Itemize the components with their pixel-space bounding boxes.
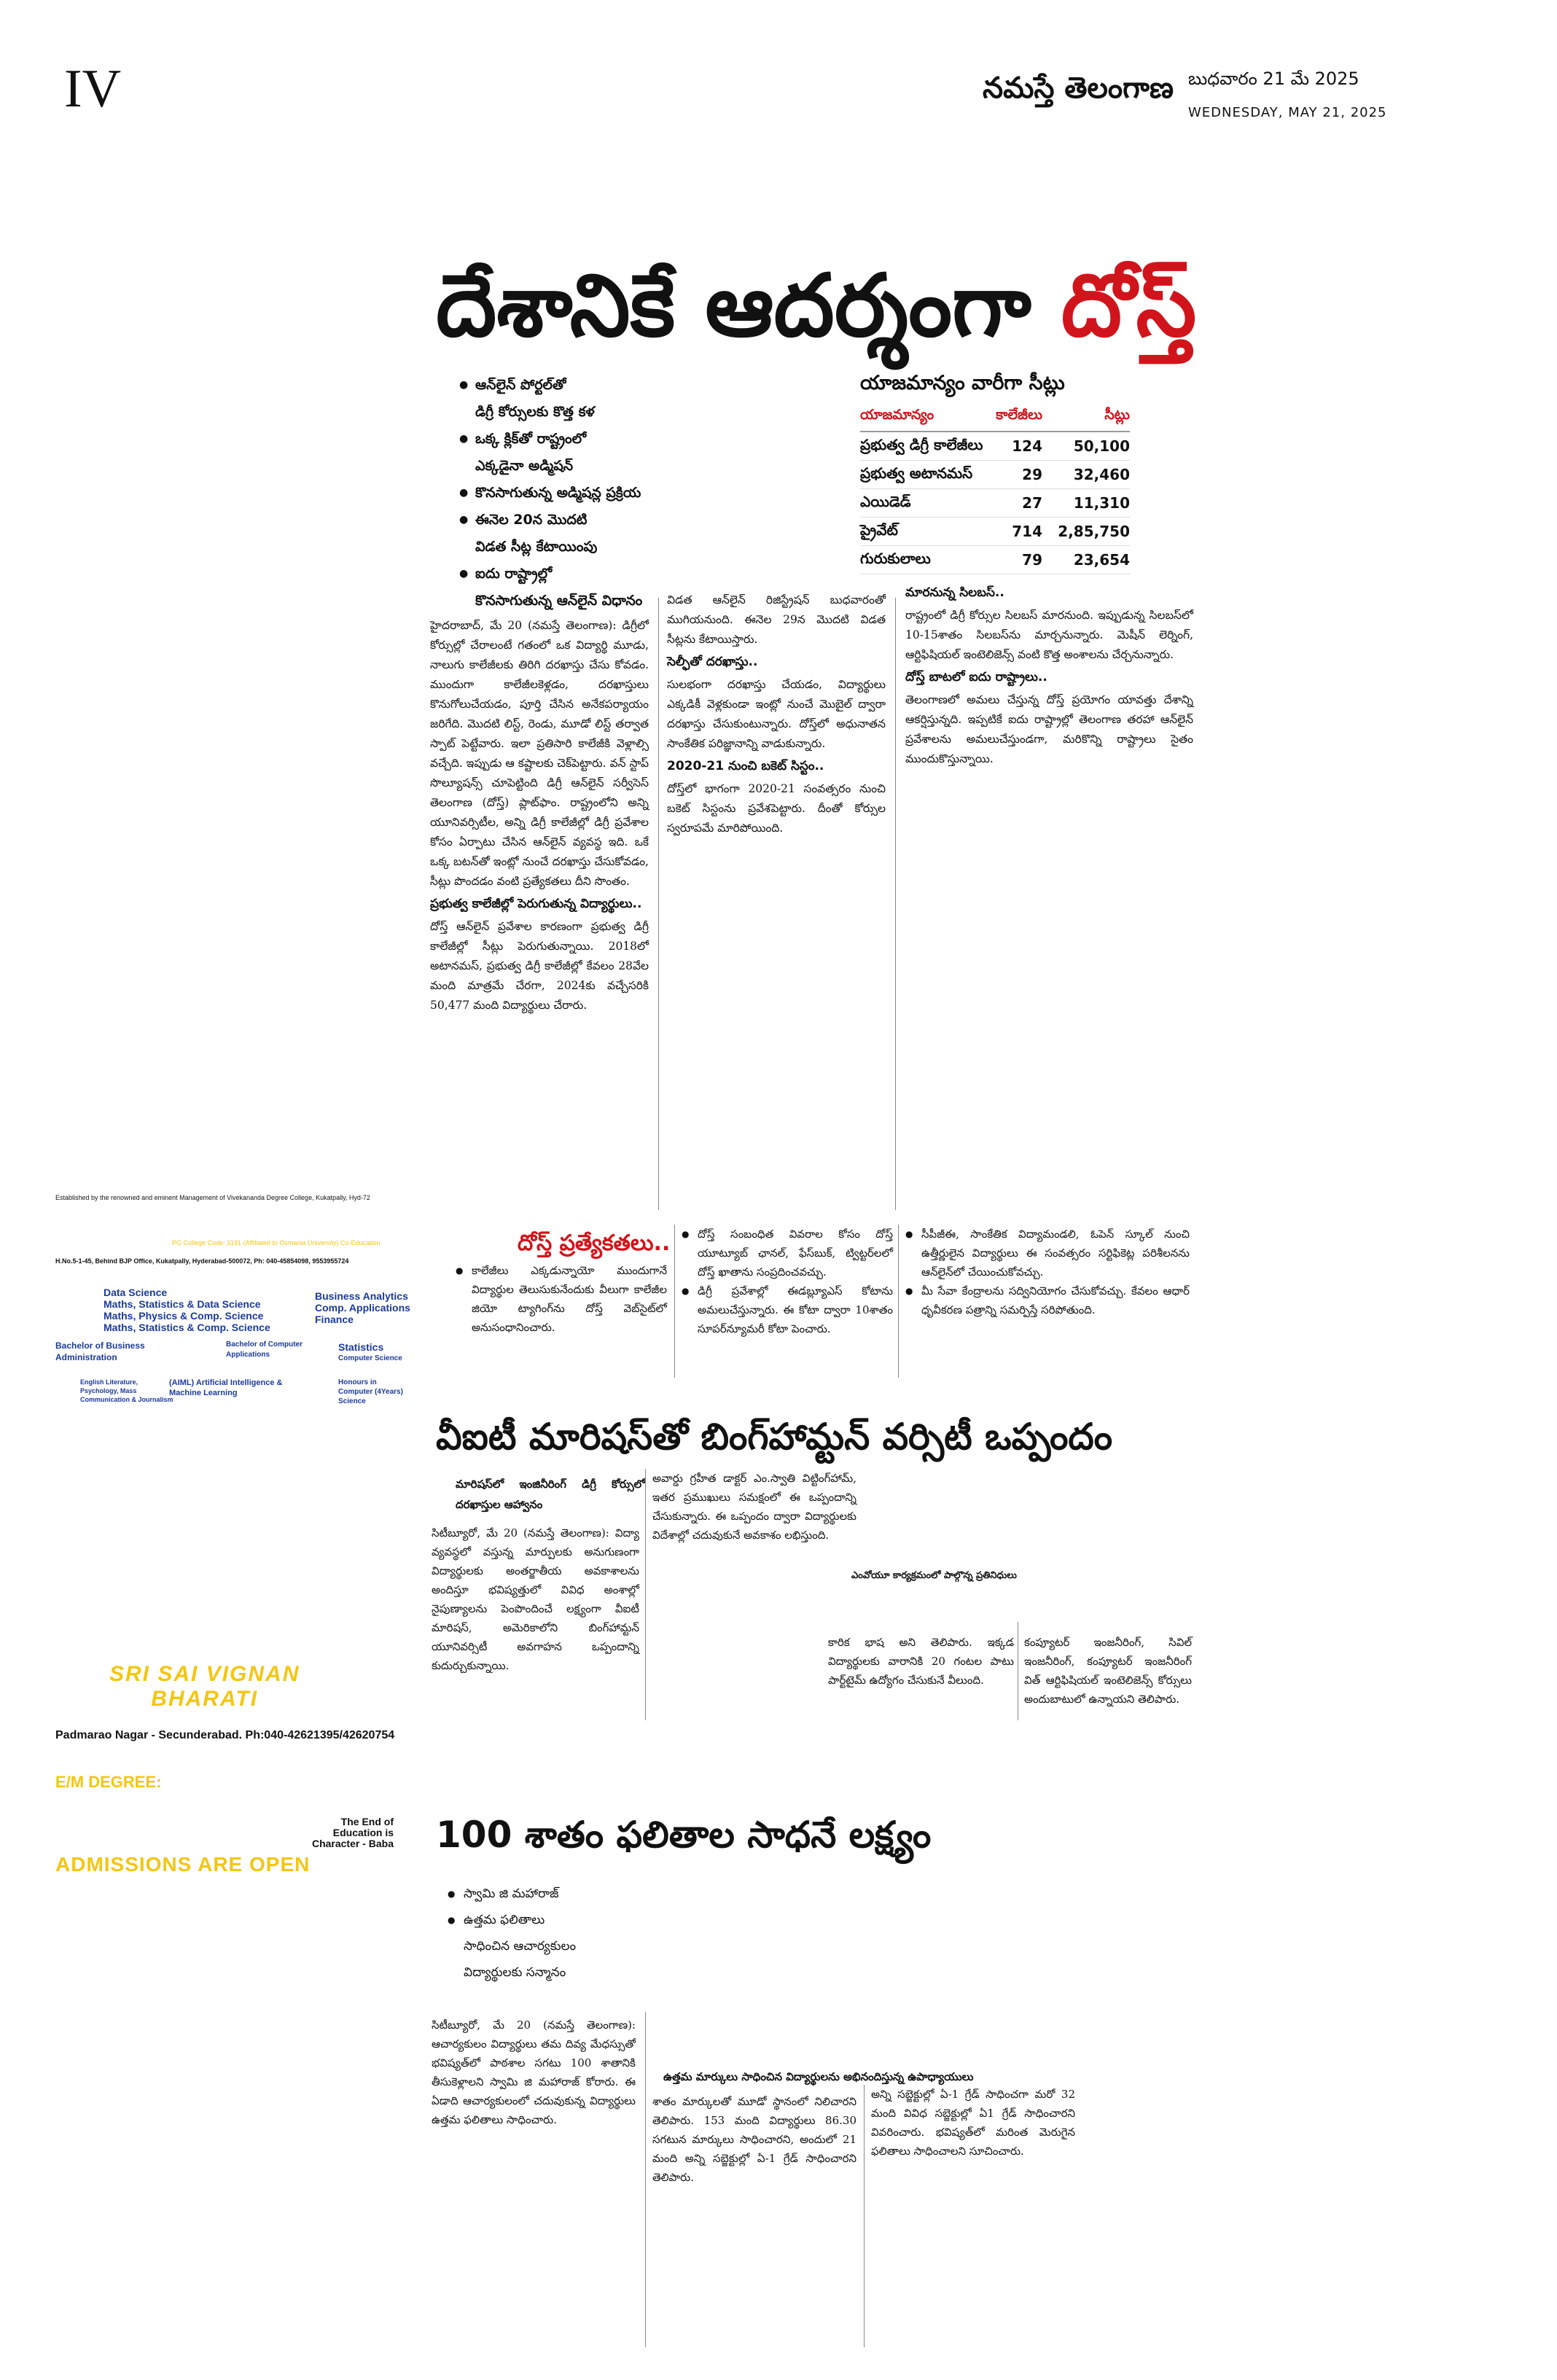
- table-header-cell: యాజమాన్యం: [860, 407, 934, 423]
- main-column-1: [430, 616, 649, 1018]
- table-cell: ప్రభుత్వ అటానమస్: [860, 464, 973, 482]
- table-cell: ప్రైవేట్: [860, 520, 898, 539]
- story3-bullets: [448, 1881, 666, 1986]
- course-item: Maths, Statistics & Comp. Science: [104, 1322, 270, 1333]
- course-item: Data Science: [104, 1287, 168, 1298]
- feature-item: ● మీ సేవా కేంద్రాలను సద్వినియోగం చేసుకోవచ్చు. కేవలం ఆధార్ ధృవీకరణ పత్రాన్ని సమర్పిస్తే సరిపోతుంది.: [905, 1281, 1190, 1319]
- feature-item: ● సీపీజీఈ, సాంకేతిక విద్యామండలి, ఓపెన్ స్కూల్ నుంచి ఉత్తీర్ణులైన విద్యార్థులు ఈ సంవత్సరం సర్టిఫికెట్ల పరిశీలనను ఆన్‌లైన్‌లో చేయించుకోవచ్చు.: [905, 1225, 1190, 1281]
- bullet-item: ● ఐదు రాష్ట్రాల్లో: [459, 561, 867, 588]
- bullet-item: కొనసాగుతున్న ఆన్‌లైన్ విధానం: [475, 593, 643, 609]
- article-text: హైదరాబాద్, మే 20 (నమస్తే తెలంగాణ): డిగ్రీలో కోర్సుల్లో చేరాలంటే గతంలో ఒక విద్యార్థి మూడు, నాలుగు కాలేజీలకు తిరిగి దరఖాస్తు చేసు కోవడం. ముందుగా కాలేజీలకెళ్లడం, దరఖాస్తులు కొనుగోలుచేయడం, పూర్తి చేసిన అనేకపర్యాయం జరిగేది. మొదటి లిస్ట్, రెండు, మూడో లిస్ట్ తర్వాత స్పాట్ పెట్టేవారు. ఇలా ప్రతిసారి కాలేజీకి వెళ్లాల్సి వచ్చేది. ఇప్పుడు ఆ కష్టాలకు చెక్‌పెట్టారు. వన్ స్టాప్ సొల్యూషన్స్ చూపెట్టింది డిగ్రీ ఆన్‌లైన్ సర్వీసెస్ తెలంగాణ (దోస్త్) ప్లాట్‌ఫాం. రాష్ట్రంలోని అన్ని యూనివర్సిటీల, అన్ని డిగ్రీ కాలేజీల్లో డిగ్రీ ప్రవేశాల కోసం ఏర్పాటు చేసిన ఆన్‌లైన్ వ్యవస్థ ఇది. ఒకే ఒక్క బటన్‌తో ఇంట్లో నుంచే దరఖాస్తు చేసుకోవడం, సీట్లు పొందడం వంటి ప్రత్యేకతలు దీని సొంతం.: [430, 619, 649, 888]
- masthead: నమస్తే తెలంగాణ: [983, 71, 1174, 105]
- ad1-stats-sub: Computer Science: [338, 1354, 402, 1362]
- table-row: [860, 461, 1130, 489]
- table-row: [860, 518, 1130, 546]
- bullet-item: ● ఈనెల 20న మొదటి: [459, 507, 867, 534]
- story2-col-3: కారిక భాష అని తెలిపారు. ఇక్కడ విద్యార్థులకు వారానికి 20 గంటల పాటు పార్ట్‌టైమ్ ఉద్యోగం చేసుకునే వీలుంది.: [828, 1636, 1014, 1687]
- table-cell: 29: [1022, 466, 1042, 483]
- article-subhead: దోస్త్ బాటలో ఐదు రాష్ట్రాలు..: [905, 670, 1047, 684]
- course-item: Business Analytics: [315, 1290, 408, 1302]
- ad1-ba: English Literature, Psychology, Mass Communication & Journalism: [80, 1378, 173, 1403]
- ad2-name: [109, 1662, 300, 1712]
- bullet-item: డిగ్రీ కోర్సులకు కొత్త కళ: [475, 404, 595, 420]
- article-text: సులభంగా దరఖాస్తు చేయడం, విద్యార్థులు ఎక్కడికీ వెళ్లకుండా ఇంట్లో నుంచే మొబైల్ ద్వారా దరఖాస్తు చేసుకుంటున్నారు. దోస్త్‌లో అధునాతన సాంకేతిక పరిజ్ఞానాన్ని వాడుకున్నారు.: [667, 678, 886, 750]
- ad1-college-code: PG College Code: 3191 (Affiliated to Osmania University) Co-Education: [172, 1239, 381, 1246]
- table-row: [860, 432, 1130, 461]
- seats-table: [860, 372, 1130, 574]
- table-cell: 714: [1012, 523, 1042, 540]
- story3-photo-caption: ఉత్తమ మార్కులు సాధించిన విద్యార్థులను అభినందిస్తున్న ఉపాధ్యాయులు: [663, 2070, 974, 2083]
- table-cell: గురుకులాలు: [860, 549, 931, 567]
- story2-photo-caption: ఎంవోయూ కార్యక్రమంలో పాల్గొన్న ప్రతినిధులు: [851, 1570, 1017, 1581]
- main-headline: [436, 255, 1196, 377]
- article-text: విడత ఆన్‌లైన్ రిజిస్ట్రేషన్ బుధవారంతో ముగియనుంది. ఈనెల 29న మొదటి విడత సీట్లను కేటాయిస్తారు.: [667, 593, 886, 646]
- ad2-name-line2: BHARATI: [151, 1687, 259, 1711]
- course-item: Finance: [315, 1314, 354, 1325]
- story2-col-2: అవార్డు గ్రహీత డాక్టర్ ఎం.స్వాతి విట్టింగ్‌హామ్, ఇతర ప్రముఖులు సమక్షంలో ఈ ఒప్పందాన్ని చేసుకున్నారు. ఈ ఒప్పందం ద్వారా విద్యార్థులకు విదేశాల్లో చదువుకునే అవకాశం లభిస్తుంది.: [652, 1472, 856, 1542]
- main-column-3: [905, 583, 1193, 772]
- ad1-courses-left: [104, 1287, 270, 1333]
- table-header: [860, 407, 1130, 432]
- bullet-item: ఎక్కడైనా అడ్మిషన్: [475, 458, 574, 474]
- highlight-bullets: [459, 372, 867, 614]
- ad1-bba: Bachelor of Business Administration: [55, 1341, 145, 1362]
- table-header-cell: కాలేజీలు: [996, 407, 1042, 423]
- course-item: Comp. Applications: [315, 1302, 410, 1314]
- ad2-address: Padmarao Nagar - Secunderabad. Ph:040-42621395/42620754: [55, 1729, 395, 1741]
- bullet-item: విడత సీట్ల కేటాయింపు: [475, 539, 598, 555]
- ad1-bca: Bachelor of Computer Applications: [226, 1341, 303, 1359]
- features-col-2: [682, 1225, 893, 1338]
- headline-black: దేశానికే ఆదర్శంగా: [436, 255, 1031, 356]
- table-row: [860, 489, 1130, 518]
- article-text: రాష్ట్రంలో డిగ్రీ కోర్సుల సిలబస్ మారనుంది. ఇప్పుడున్న సిలబస్‌లో 10-15శాతం సిలబస్‌ను మార్చనున్నారు. మెషీన్ లెర్నింగ్, ఆర్టిఫిషియల్ ఇంటెలిజెన్స్ వంటి కొత్త అంశాలను చేర్చనున్నారు.: [905, 609, 1193, 661]
- story2-subhead: మారిషస్‌లో ఇంజినీరింగ్ డిగ్రీ కోర్సులో దరఖాస్తుల ఆహ్వానం: [456, 1478, 645, 1511]
- table-cell: 11,310: [1073, 494, 1130, 512]
- ad2-degree: E/M DEGREE:: [55, 1773, 162, 1791]
- table-cell: ఎయిడెడ్: [860, 492, 911, 510]
- article-subhead: ప్రభుత్వ కాలేజీల్లో పెరుగుతున్న విద్యార్థులు..: [430, 897, 642, 911]
- date-telugu: బుధవారం 21 మే 2025: [1188, 69, 1359, 89]
- ad2-quote: The End of Education is Character - Baba: [311, 1816, 394, 1849]
- story3-col-2: శాతం మార్కులతో మూడో స్థానంలో నిలిచారని తెలిపారు. 153 మంది విద్యార్థులు 86.30 సగటున మార్కులు సాధించారని, అందులో 21 మంది అన్ని సబ్జెక్టుల్లో ఏ-1 గ్రేడ్ సాధించారని తెలిపారు.: [652, 2095, 856, 2184]
- story3-headline: 100 శాతం ఫలితాల సాధనే లక్ష్యం: [436, 1814, 932, 1856]
- features-title: దోస్త్ ప్రత్యేకతలు..: [518, 1230, 671, 1256]
- table-title: యాజమాన్యం వారీగా సీట్లు: [860, 372, 1065, 394]
- article-text: తెలంగాణలో అమలు చేస్తున్న దోస్త్ ప్రయోగం యావత్తు దేశాన్ని ఆకర్షిస్తున్నది. ఇప్పటికే ఐదు రాష్ట్రాల్లో తెలంగాణ తరహా ఆన్‌లైన్ ప్రవేశాలను అమలుచేస్తుండగా, మరికొన్ని రాష్ట్రాలు సైతం ముందుకొస్తున్నాయి.: [905, 693, 1193, 765]
- feature-item: ● దోస్త్ సంబంధిత వివరాల కోసం దోస్త్ యూట్యూబ్ ఛానల్, ఫేస్‌బుక్, ట్విట్టర్‌లలో దోస్త్ ఖాతాను సంప్రదించవచ్చు.: [682, 1225, 893, 1281]
- bullet-item: ● ఉత్తమ ఫలితాలు: [448, 1907, 666, 1933]
- table-cell: 23,654: [1073, 551, 1130, 569]
- ad1-stats: Statistics: [338, 1341, 384, 1353]
- table-header-cell: సీట్లు: [1104, 407, 1130, 423]
- ad2-admissions: ADMISSIONS ARE OPEN: [55, 1853, 311, 1876]
- bullet-item: ● కొనసాగుతున్న అడ్మిషన్ల ప్రక్రియ: [459, 480, 867, 507]
- article-text: దోస్త్‌లో భాగంగా 2020-21 సంవత్సరం నుంచి బకెట్ సిస్టంను ప్రవేశపెట్టారు. దీంతో కోర్సుల స్వరూపమే మారిపోయింది.: [667, 782, 886, 835]
- headline-red: దోస్త్: [1061, 255, 1197, 356]
- article-subhead: 2020-21 నుంచి బకెట్ సిస్టం..: [667, 759, 824, 773]
- bullet-item: సాధించిన ఆచార్యకులం: [464, 1939, 577, 1954]
- page-number: IV: [64, 59, 122, 119]
- table-cell: 27: [1022, 494, 1042, 512]
- table-cell: 32,460: [1073, 466, 1130, 483]
- ad2-name-line1: SRI SAI VIGNAN: [109, 1662, 300, 1686]
- table-cell: 124: [1012, 437, 1042, 455]
- bullet-item: ● ఒక్క క్లిక్‌తో రాష్ట్రంలో: [459, 426, 867, 453]
- story2-col-1: సిటీబ్యూరో, మే 20 (నమస్తే తెలంగాణ): విద్యా వ్యవస్థలో వస్తున్న మార్పులకు అనుగుణంగా విద్యార్థులకు అంతర్జాతీయ అవకాశాలను అందిస్తూ భవిష్యత్తులో వివిధ అంశాల్లో నైపుణ్యాలను పెంపొందించే లక్ష్యంగా వీఐటీ మారిషస్, అమెరికాలోని బింగ్‌హామ్టన్ యూనివర్సిటీ అవగాహన ఒప్పందాన్ని కుదుర్చుకున్నాయి.: [432, 1526, 639, 1672]
- story2-col-4: కంప్యూటర్ ఇంజనీరింగ్, సివిల్ ఇంజనీరింగ్, కంప్యూటర్ ఇంజనీరింగ్ విత్ ఆర్టిఫిషియల్ ఇంటెలిజెన్స్ కోర్సులు అందుబాటులో ఉన్నాయని తెలిపారు.: [1024, 1636, 1192, 1706]
- story3-col-3: అన్ని సబ్జెక్టుల్లో ఏ-1 గ్రేడ్ సాధించగా మరో 32 మంది వివిధ సబ్జెక్టుల్లో ఏ1 గ్రేడ్ సాధించారని వివరించారు. భవిష్యత్‌లో మరింత మెరుగైన ఫలితాలు సాధించాలని సూచించారు.: [871, 2088, 1075, 2158]
- feature-item: ● కాలేజీలు ఎక్కడున్నాయో ముందుగానే విద్యార్థుల తెలుసుకునేందుకు వీలుగా కాలేజీల జియో ట్యాగింగ్‌ను దోస్త్ వెబ్‌సైట్‌లో అనుసంధానించారు.: [456, 1261, 667, 1337]
- article-subhead: సెల్ఫీతో దరఖాస్తు..: [667, 655, 758, 669]
- ad1-address: H.No.5-1-45, Behind BJP Office, Kukatpally, Hyderabad-500072, Ph: 040-45854098, 9553955724: [55, 1257, 349, 1265]
- date-english: WEDNESDAY, MAY 21, 2025: [1188, 105, 1387, 120]
- ad1-established: Established by the renowned and eminent Management of Vivekananda Degree College, Kukatpally, Hyd-72: [55, 1194, 370, 1201]
- bullet-item: విద్యార్థులకు సన్మానం: [464, 1965, 566, 1980]
- main-column-2: [667, 590, 886, 841]
- ad1-aiml: (AIML) Artificial Intelligence & Machine Learning: [169, 1378, 283, 1397]
- ad1-honours: Honours in Computer (4Years) Science: [338, 1378, 403, 1405]
- article-subhead: మారనున్న సిలబస్..: [905, 585, 1004, 600]
- story2-headline: వీఐటీ మారిషస్‌తో బింగ్‌హామ్టన్ వర్సిటీ ఒప్పందం: [436, 1416, 1113, 1458]
- table-row: [860, 546, 1130, 574]
- story3-col-1: సిటీబ్యూరో, మే 20 (నమస్తే తెలంగాణ): ఆచార్యకులం విద్యార్థులు తమ దివ్య మేధస్సుతో భవిష్యత్‌లో పాఠశాల సగటు 100 శాతానికి తీసుకెళ్లాలని స్వామి జి మహారాజ్ కోరారు. ఈ ఏడాది ఆచార్యకులంలో చదువుకున్న విద్యార్థులు ఉత్తమ ఫలితాలు సాధించారు.: [432, 2018, 636, 2126]
- table-cell: 50,100: [1073, 437, 1130, 455]
- course-item: Maths, Statistics & Data Science: [104, 1298, 261, 1310]
- features-col-3: [905, 1225, 1190, 1319]
- bullet-item: ● ఆన్‌లైన్ పోర్టల్‌తో: [459, 372, 867, 399]
- course-item: Maths, Physics & Comp. Science: [104, 1310, 264, 1322]
- ad1-courses-right: [315, 1290, 410, 1325]
- table-cell: 79: [1022, 551, 1042, 569]
- article-text: దోస్త్ ఆన్‌లైన్ ప్రవేశాల కారణంగా ప్రభుత్వ డిగ్రీ కాలేజీల్లో సీట్లు పెరుగుతున్నాయి. 2018లో అటానమస్, ప్రభుత్వ డిగ్రీ కాలేజీల్లో కేవలం 28వేల మంది మాత్రమే చేరగా, 2024కు వచ్చేసరికి 50,477 మంది విద్యార్థులు చేరారు.: [430, 920, 649, 1012]
- bullet-item: ● స్వామి జి మహారాజ్: [448, 1881, 666, 1907]
- features-col-1: [456, 1261, 667, 1337]
- feature-item: ● డిగ్రీ ప్రవేశాల్లో ఈడబ్ల్యూఎస్ కోటాను అమలుచేస్తున్నారు. ఈ కోటా ద్వారా 10శాతం సూపర్‌న్యూమరీ కోటా పెంచారు.: [682, 1281, 893, 1338]
- table-cell: ప్రభుత్వ డిగ్రీ కాలేజీలు: [860, 435, 983, 453]
- table-cell: 2,85,750: [1058, 523, 1130, 540]
